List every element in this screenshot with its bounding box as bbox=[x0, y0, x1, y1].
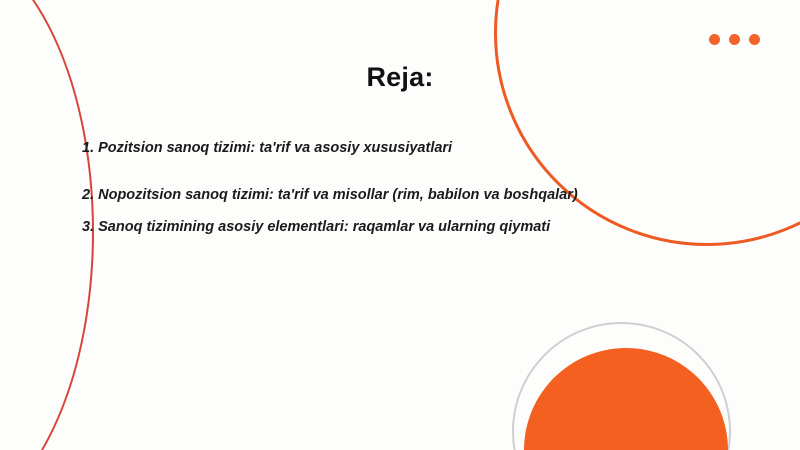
slide-title: Reja: bbox=[366, 62, 434, 92]
agenda-item-1: 1. Pozitsion sanoq tizimi: ta'rif va asosiy xususiyatlari bbox=[82, 140, 453, 156]
agenda-list bbox=[82, 138, 582, 238]
agenda-item-3: 3. Sanoq tizimining asosiy elementlari: raqamlar va ularning qiymati bbox=[82, 219, 551, 236]
agenda-item-2: 2. Nopozitsion sanoq tizimi: ta'rif va misollar (rim, babilon va boshqalar) bbox=[82, 186, 578, 203]
